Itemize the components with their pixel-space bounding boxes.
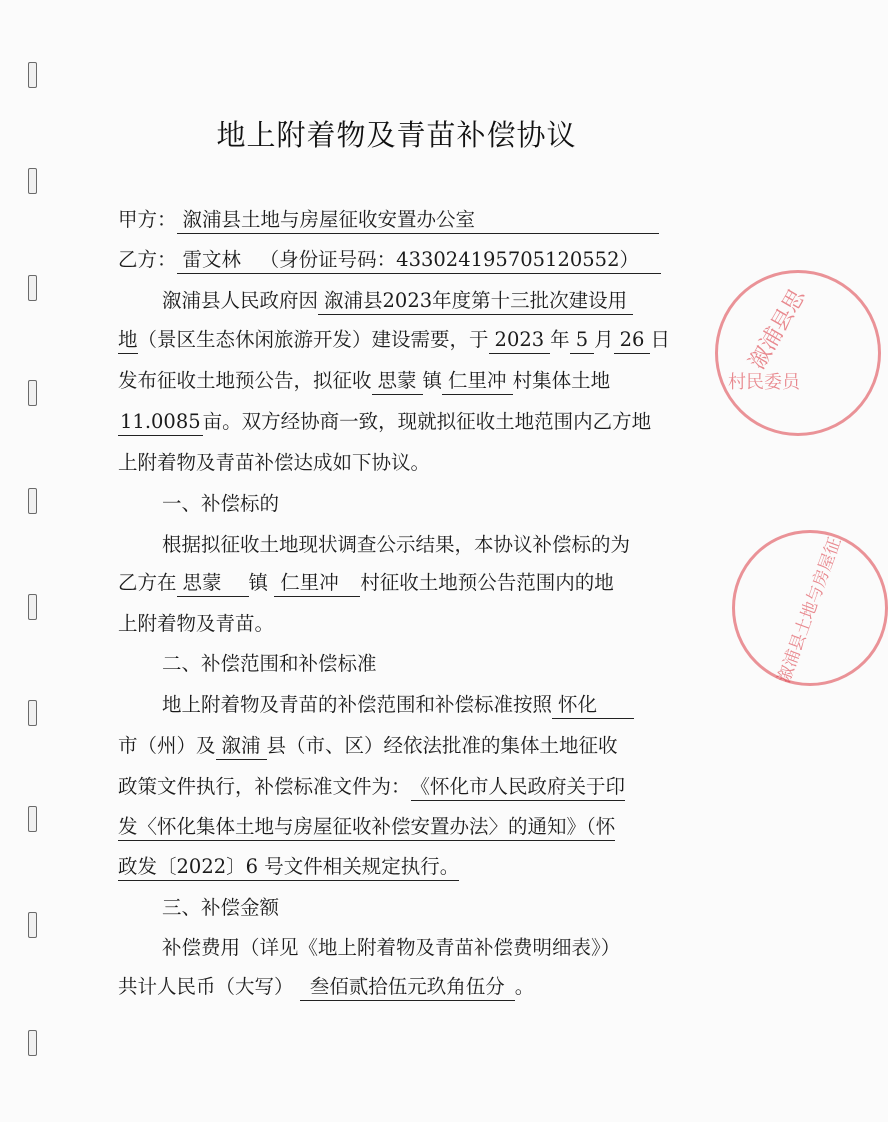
intro-line-5 bbox=[118, 448, 430, 478]
policy-doc: 政发〔2022〕6 号文件相关规定执行。 bbox=[118, 854, 459, 881]
intro-text: （景区生态休闲旅游开发）建设需要，于 bbox=[137, 328, 489, 351]
section-2-line-1 bbox=[162, 690, 634, 720]
page-title: 地上附着物及青苗补偿协议 bbox=[216, 118, 577, 152]
body-text: 县（市、区）经依法批准的集体土地征收 bbox=[266, 734, 618, 757]
unit-text: 月 bbox=[594, 328, 614, 351]
binding-hole bbox=[28, 806, 37, 832]
compensation-amount: 叁佰贰拾伍元玖角伍分 bbox=[300, 974, 515, 1001]
city-name: 怀化 bbox=[552, 692, 634, 719]
unit-text: 镇 bbox=[248, 571, 269, 594]
body-text: 。 bbox=[514, 975, 535, 998]
intro-line-2 bbox=[118, 325, 670, 355]
seal-text: 溆浦县土地与房屋征 bbox=[774, 535, 846, 686]
section-1-heading: 一、补偿标的 bbox=[162, 492, 280, 515]
unit-text: 年 bbox=[550, 328, 570, 351]
id-label: （身份证号码： bbox=[259, 248, 397, 271]
binding-hole bbox=[28, 380, 37, 406]
section-2-line-3 bbox=[118, 772, 625, 802]
binding-hole bbox=[28, 168, 37, 194]
seal-text: 村民委员 bbox=[728, 372, 800, 393]
section-1-line-1: 根据拟征收土地现状调查公示结果，本协议补偿标的为 bbox=[162, 533, 631, 556]
section-2-line-4 bbox=[118, 812, 615, 842]
policy-doc: 《怀化市人民政府关于印 bbox=[411, 774, 626, 801]
unit-text: 日 bbox=[650, 328, 670, 351]
intro-text: 亩。双方经协商一致，现就拟征收土地范围内乙方地 bbox=[202, 410, 652, 433]
body-text: 乙方在 bbox=[118, 571, 177, 594]
seal-village-committee bbox=[715, 270, 881, 436]
party-b-label: 乙方： bbox=[118, 248, 177, 271]
town-name: 思蒙 bbox=[372, 368, 423, 395]
announce-month: 5 bbox=[570, 327, 594, 354]
binding-hole bbox=[28, 488, 37, 514]
party-a-label: 甲方： bbox=[118, 208, 177, 231]
section-3-line-2 bbox=[118, 972, 534, 1002]
intro-text: 溆浦县人民政府因 bbox=[162, 289, 319, 312]
body-text: 政策文件执行，补偿标准文件为： bbox=[118, 775, 411, 798]
party-b-line bbox=[118, 245, 661, 275]
intro-text: 发布征收土地预公告，拟征收 bbox=[118, 369, 372, 392]
section-3-line-1: 补偿费用（详见《地上附着物及青苗补偿费明细表》） bbox=[162, 936, 621, 959]
id-close: ） bbox=[619, 248, 639, 271]
party-b-name: 雷文林 bbox=[182, 248, 242, 271]
intro-line-1 bbox=[162, 286, 633, 316]
section-2-heading: 二、补偿范围和补偿标准 bbox=[162, 652, 377, 675]
policy-doc: 发〈怀化集体土地与房屋征收补偿安置办法〉的通知》（怀 bbox=[118, 814, 615, 841]
village-name: 仁里冲 bbox=[442, 368, 513, 395]
announce-year: 2023 bbox=[489, 327, 551, 354]
binding-hole bbox=[28, 700, 37, 726]
id-number: 433024195705120552 bbox=[396, 248, 620, 271]
unit-text: 镇 bbox=[422, 369, 443, 392]
section-2-line-2 bbox=[118, 731, 618, 761]
party-a-value: 溆浦县土地与房屋征收安置办公室 bbox=[177, 207, 659, 234]
land-area: 11.0085 bbox=[118, 409, 203, 436]
section-3-heading: 三、补偿金额 bbox=[162, 896, 280, 919]
body-text: 共计人民币（大写） bbox=[118, 975, 294, 998]
intro-text: 上附着物及青苗补偿达成如下协议。 bbox=[118, 451, 431, 474]
binding-hole bbox=[28, 594, 37, 620]
binding-hole bbox=[28, 275, 37, 301]
section-1-line-3: 上附着物及青苗。 bbox=[118, 612, 275, 635]
village-name: 仁里冲 bbox=[274, 570, 360, 597]
section-1-line-2 bbox=[118, 568, 614, 598]
binding-hole bbox=[28, 62, 37, 88]
intro-line-3 bbox=[118, 366, 610, 396]
seal-land-office bbox=[732, 530, 888, 686]
body-text: 市（州）及 bbox=[118, 734, 216, 757]
intro-line-4 bbox=[118, 407, 651, 437]
binding-hole bbox=[28, 1030, 37, 1056]
county-name: 溆浦 bbox=[216, 733, 267, 760]
announce-day: 26 bbox=[614, 327, 651, 354]
intro-text: 村集体土地 bbox=[512, 369, 611, 392]
party-a-line bbox=[118, 205, 659, 235]
binding-hole bbox=[28, 912, 37, 938]
project-name: 溆浦县2023年度第十三批次建设用 bbox=[318, 288, 633, 315]
body-text: 地上附着物及青苗的补偿范围和补偿标准按照 bbox=[162, 693, 553, 716]
seal-text: 溆浦县思 bbox=[744, 285, 811, 374]
project-name-cont: 地 bbox=[118, 327, 138, 354]
body-text: 村征收土地预公告范围内的地 bbox=[360, 571, 614, 594]
town-name: 思蒙 bbox=[177, 570, 249, 597]
section-2-line-5 bbox=[118, 852, 459, 882]
